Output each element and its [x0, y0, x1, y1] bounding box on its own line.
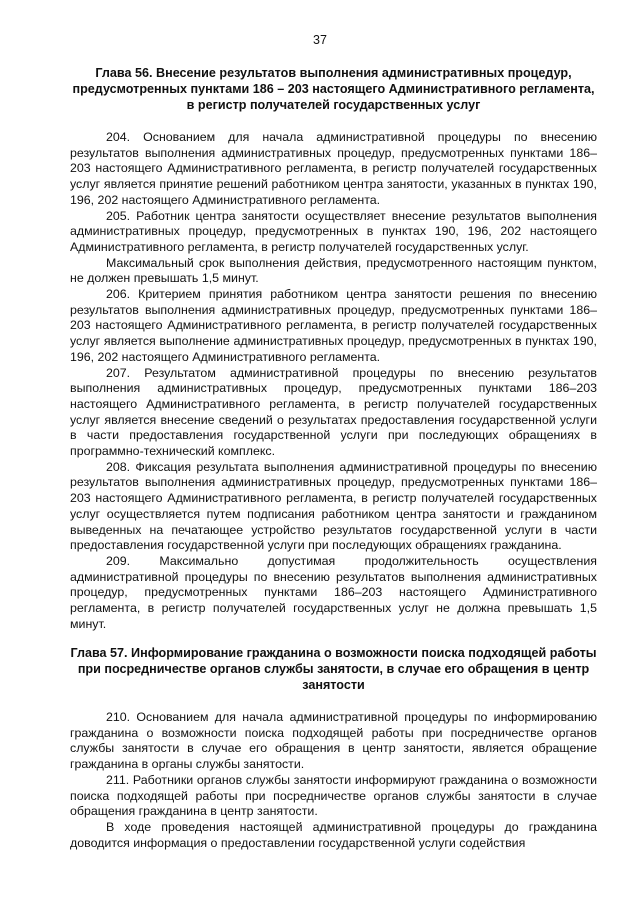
- section-chapter-57: [70, 645, 597, 851]
- page-number: 37: [313, 33, 327, 47]
- chapter-heading: Глава 56. Внесение результатов выполнения административных процедур, предусмотренных пунктами 186 – 203 настоящего Административного регламента, в регистр получателей государственных услуг: [72, 66, 595, 112]
- paragraph-208: 208. Фиксация результата выполнения административной процедуры по внесению результатов выполнения административных процедур, предусмотренных пунктами 186–203 настоящего Административного регламента, в регистр получателей государственных услуг осуществляется путем подписания работником центра занятости и гражданином выведенных на печатающее устройство результатов государственной услуги в части предоставления государственной услуги при последующих обращениях гражданина.: [70, 459, 597, 553]
- paragraph-209: 209. Максимально допустимая продолжительность осуществления административной процедуры по внесению результатов выполнения административных процедур, предусмотренных пунктами 186–203 настоящего Административного регламента, в регистр получателей государственных услуг не должна превышать 1,5 минут.: [70, 553, 597, 631]
- paragraph-211: 211. Работники органов службы занятости информируют гражданина о возможности поиска подходящей работы при посредничестве органов службы занятости в случае обращения гражданина в центр занятости.: [70, 772, 597, 819]
- paragraph-207: 207. Результатом административной процедуры по внесению результатов выполнения административных процедур, предусмотренных пунктами 186–203 настоящего Административного регламента, в регистр получателей государственных услуг является внесение сведений о результатах предоставления государственной услуги в части предоставления государственной услуги при последующих обращениях в программно-технический комплекс.: [70, 365, 597, 459]
- paragraph-205: 205. Работник центра занятости осуществляет внесение результатов выполнения административных процедур, предусмотренных в пунктах 190, 196, 202 настоящего Административного регламента, в регистр получателей государственных услуг.: [70, 208, 597, 254]
- paragraph-211-continued: В ходе проведения настоящей административной процедуры до гражданина доводится информация о предоставлении государственной услуги содействия: [70, 819, 597, 850]
- paragraph-206: 206. Критерием принятия работником центра занятости решения по внесению результатов выполнения административных процедур, предусмотренных пунктами 186–203 настоящего Административного регламента, в регистр получателей государственных услуг является выполнение административных процедур, предусмотренных в пунктах 190, 196, 202 настоящего Административного регламента.: [70, 287, 597, 364]
- section-chapter-56: [70, 65, 597, 633]
- paragraph-205-time-limit: Максимальный срок выполнения действия, предусмотренного настоящим пунктом, не должен превышать 1,5 минут.: [70, 255, 597, 286]
- spacer: [70, 693, 597, 710]
- chapter-heading: Глава 57. Информирование гражданина о возможности поиска подходящей работы при посредничестве органов службы занятости, в случае его обращения в центр занятости: [70, 646, 597, 692]
- spacer: [70, 113, 597, 130]
- paragraph-210: 210. Основанием для начала административной процедуры по информированию гражданина о возможности поиска подходящей работы при посредничестве органов службы занятости в случае его обращения в центр занятости, является обращение гражданина в органы службы занятости.: [70, 710, 597, 772]
- paragraph-204: 204. Основанием для начала административной процедуры по внесению результатов выполнения административных процедур, предусмотренных пунктами 186–203 настоящего Административного регламента, в регистр получателей государственных услуг является принятие решений работником центра занятости, указанных в пунктах 190, 196, 202 настоящего Административного регламента.: [70, 130, 597, 207]
